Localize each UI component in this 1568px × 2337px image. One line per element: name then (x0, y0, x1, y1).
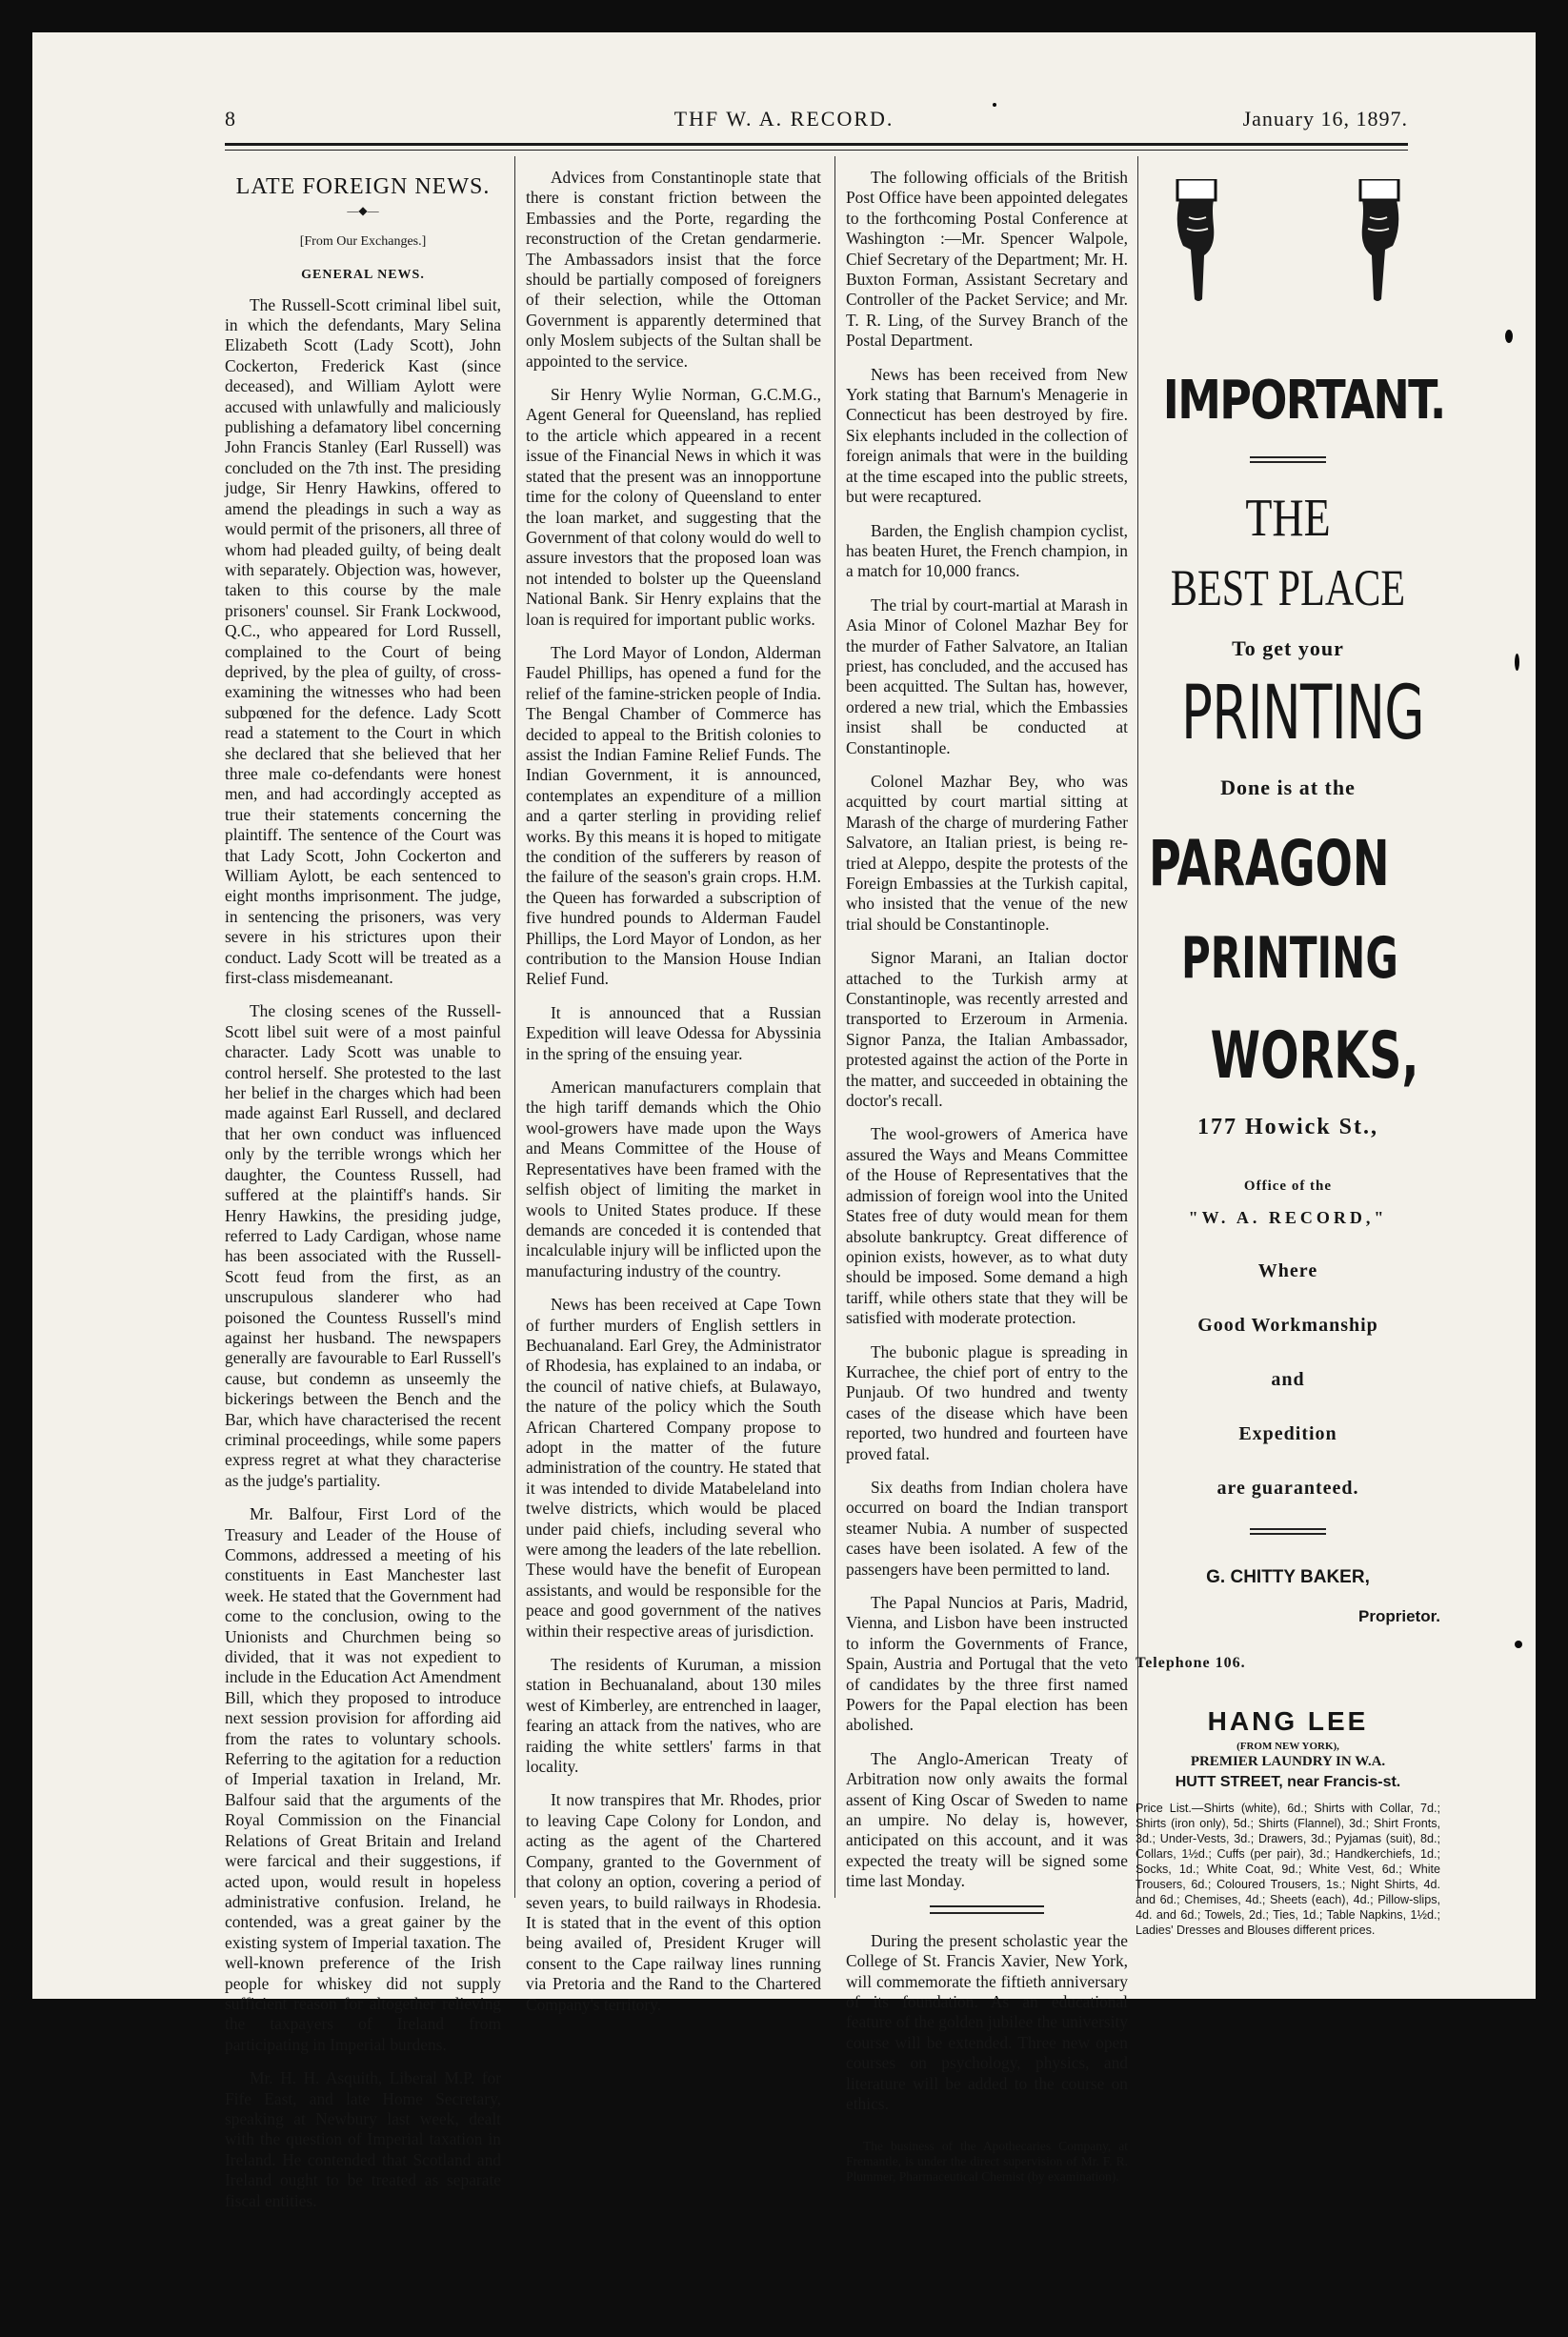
ad-rule (1250, 456, 1326, 463)
article-paragraph: The closing scenes of the Russell-Scott libel suit were of a most painful character. Lady Scott was unable to control herself. She protested to the last her belief in the charges which had been made against Earl Russell, and declared that her own conduct was influenced only by the terrible wrongs which her daughter, the Countess Russell, had suffered at the plaintiff's hands. Sir Henry Hawkins, the presiding judge, referred to Lady Cardigan, whose name has been associated with the Russell-Scott feud from the first, as an unscrupulous slanderer who had poisoned the Countess Russell's mind against her husband. The newspapers generally are favourable to Earl Russell's cause, but condemn as unseemly the bickerings between the Bench and the Bar, which have characterised the recent criminal proceedings, while some papers express regret at what they characterise as the judge's partiality. (225, 1001, 501, 1490)
ad-proprietor-name: G. CHITTY BAKER, (1206, 1567, 1370, 1587)
article-paragraph: Barden, the English champion cyclist, has beaten Huret, the French champion, in a match for 10,000 francs. (846, 520, 1128, 581)
article-paragraph: Colonel Mazhar Bey, who was acquitted by court martial sitting at Marash of the charge of murdering Father Salvatore, an Italian priest, is being re-tried at Aleppo, despite the protests of the Foreign Embassies at the Turkish capital, who insisted that the venue of the new trial should be Constantinople. (846, 771, 1128, 934)
article-paragraph: American manufacturers complain that the high tariff demands which the Ohio wool-growers have made upon the Ways and Means Committee of the House of Representatives have been framed with the selfish object of limiting the market in wools to United States produce. If these demands are conceded it is contended that incalculable injury will be inflicted upon the manufacturing industry of the country. (526, 1078, 821, 1280)
article-paragraph: News has been received from New York stating that Barnum's Menagerie in Connecticut has been destroyed by fire. Six elephants included in the collection of foreign animals that were in the building at the time escaped into the public streets, but were recaptured. (846, 364, 1128, 507)
ink-speck (993, 103, 996, 107)
apothecaries-notice: The business of the Apothecaries Company, at Fremantle, is under the direct supervision of Mr. F. R. Plummer, Pharmaceutical Chemist (by examination). (846, 2139, 1128, 2185)
section-heading: LATE FOREIGN NEWS. (235, 174, 491, 199)
pointing-hand-icon (1170, 179, 1223, 303)
ink-speck (1515, 1641, 1522, 1648)
article-paragraph: The bubonic plague is spreading in Kurrachee, the chief port of entry to the Punjaub. Of two hundred and twenty cases of the disease which have been reported, two hundred and fourteen have proved fatal. (846, 1341, 1128, 1463)
ad-guaranteed: are guaranteed. (1216, 1478, 1359, 1499)
header-rule-thin (225, 150, 1408, 151)
ad-where: Where (1257, 1260, 1318, 1281)
ad-office-of: Office of the (1243, 1179, 1333, 1194)
article-paragraph: Mr. Balfour, First Lord of the Treasury and Leader of the House of Commons, addressed a meeting of his constituents in East Manchester last week. He stated that the Government had come to the conclusion, owing to the Unionists and Churchmen being so divided, that it was not expedient to include in the Education Act Amendment Bill, which they proposed to introduce next session provision for affording aid from the rates to voluntary schools. Referring to the agitation for a reduction of Imperial taxation in Ireland, Mr. Balfour said that the arguments of the Royal Commission on the Financial Relations of Great Britain and Ireland were farcical and their suggestions, if acted upon, would result in hopeless administrative confusion. Ireland, he contended, was a great gainer by the existing system of Imperial taxation. The well-known preference of the Irish people for whiskey did not supply sufficient reason for altogether relieving the taxpayers of Ireland from participating in Imperial burdens. (225, 1504, 501, 2054)
ad-address: 177 Howick St., (1196, 1115, 1378, 1139)
article-paragraph: During the present scholastic year the College of St. Francis Xavier, New York, will commemorate the fiftieth anniversary of its foundation. As an educational feature of the golden jubilee the university course will be extended. Three new open courses on psychology, physics, and literature will be added to the course on ethics. (846, 1930, 1128, 2113)
ad-printing: PRINTING (1181, 671, 1424, 756)
article-paragraph: The Lord Mayor of London, Alderman Faudel Phillips, has opened a fund for the relief of the famine-stricken people of India. The Bengal Chamber of Commerce has decided to appeal to the British colonies to assist the Indian Famine Relief Funds. The Indian Government, it is announced, contemplates an expenditure of a million and a qarter sterling in providing relief works. By this means it is hoped to mitigate the condition of the sufferers by reason of the failure of the season's grain crops. H.M. the Queen has forwarded a subscription of five hundred pounds to Alderman Faudel Phillips, the Lord Mayor of London, as her contribution to the Mansion House Indian Relief Fund. (526, 642, 821, 989)
article-paragraph: Signor Marani, an Italian doctor attached to the Turkish army at Constantinople, was recently arrested and transported to Erzeroum in Armenia. Signor Panza, the Italian Ambassador, protested against the action of the Porte in the matter, and succeeded in obtaining the doctor's recall. (846, 948, 1128, 1111)
ink-speck (1505, 330, 1513, 343)
article-paragraph: Sir Henry Wylie Norman, G.C.M.G., Agent General for Queensland, has replied to the article which appeared in a recent issue of the Financial News in which it was stated that the present was an innopportune time for the colony of Queensland to enter the loan market, and suggesting that the Government of that colony would do well to assure investors that the proposed loan was not intended to bolster up the Queensland National Bank. Sir Henry explains that the loan is required for important public works. (526, 385, 821, 629)
article-paragraph: Six deaths from Indian cholera have occurred on board the Indian transport steamer Nubia. A number of suspected cases have been isolated. A few of the passengers have been permitted to land. (846, 1477, 1128, 1579)
article-paragraph: The following officials of the British Post Office have been appointed delegates to the forthcoming Postal Conference at Washington :—Mr. Spencer Walpole, Chief Secretary of the Department; Mr. H. Buxton Forman, Assistant Secretary and Controller of the Packet Service; and Mr. T. R. Ling, of the Survey Branch of the Postal Department. (846, 168, 1128, 351)
ornament-icon: —◆— (347, 204, 379, 218)
laundry-tagline: PREMIER LAUNDRY IN W.A. (1190, 1754, 1386, 1769)
section-divider (930, 1905, 1044, 1914)
printing-advertisement (1136, 168, 1445, 1938)
header-rule (225, 143, 1408, 146)
ad-done-at: Done is at the (1220, 776, 1356, 799)
pointing-hand-icon (1353, 179, 1406, 303)
article-paragraph: The Papal Nuncios at Paris, Madrid, Vienna, and Lisbon have been instructed to inform the Governments of France, Spain, Austria and Portugal that the veto of candidates by the three first named Powers for the Papal election has been abolished. (846, 1593, 1128, 1735)
article-paragraph: Advices from Constantinople state that there is constant friction between the Embassies and the Porte, regarding the reconstruction of the Cretan gendarmerie. The Ambassadors insist that the force should be partially composed of foreigners of their selection, while the Ottoman Government is apparently determined that only Moslem subjects of the Sultan shall be appointed to the service. (526, 168, 821, 371)
ad-the: THE (1245, 489, 1331, 548)
issue-date: January 16, 1897. (1242, 107, 1408, 131)
article-paragraph: Mr. H. H. Asquith, Liberal M.P. for Fife East, and late Home Secretary, speaking at Newbury last week, dealt with the question of Imperial taxation in Ireland. He contended that Scotland and Ireland ought to be treated as separate fiscal entities. (225, 2068, 501, 2210)
article-paragraph: It is announced that a Russian Expedition will leave Odessa for Abyssinia in the spring of the ensuing year. (526, 1002, 821, 1063)
ad-rule (1250, 1528, 1326, 1535)
laundry-price-list: Price List.—Shirts (white), 6d.; Shirts with Collar, 7d.; Shirts (iron only), 5d.; Shirts (Flannel), 3d.; Shirt Fronts, 3d.; Under-Vests, 3d.; Drawers, 3d.; Pyjamas (suit), 8d.; Collars, 1½d.; Cuffs (per pair), 3d.; Handkerchiefs, 1d.; Socks, 1d.; White Coat, 9d.; White Vest, 6d.; White Trousers, 6d.; Coloured Trousers, 1s.; Night Shirts, 4d. and 6d.; Chemises, 4d.; Sheets (each), 4d.; Pillow-slips, 4d. and 6d.; Towels, 2d.; Ties, 1d.; Table Napkins, 1½d.; Ladies' Dresses and Blouses different prices. (1136, 1802, 1440, 1937)
ad-proprietor: Proprietor. (1358, 1607, 1440, 1625)
pointing-hands (1136, 168, 1440, 312)
page-number: 8 (225, 107, 235, 131)
article-paragraph: The Russell-Scott criminal libel suit, in which the defendants, Mary Selina Elizabeth Scott (Lady Scott), John Cockerton, Frederick Kast (since deceased), and William Aylott were accused with unlawfully and maliciously publishing a defamatory libel concerning John Francis Stanley (Earl Russell) was concluded on the 7th inst. The presiding judge, Sir Henry Hawkins, offered to amend the pleadings in such a way as would permit of the prisoners, all three of whom had pleaded guilty, of being dealt with separately. Objection was, however, taken to this course by the male prisoners' counsel. Sir Frank Lockwood, Q.C., who appeared for Lord Russell, complained to the Court of being deprived, by the plea of guilty, of cross-examining the witnesses who had been subpœned for the defence. Lady Scott read a statement to the Court in which she declared that she believed that her three male co-defendants were honest men, and had accordingly accepted as true their statements concerning the plaintiff. The sentence of the Court was that Lady Scott, John Cockerton and William Aylott, be each sentenced to eight months imprisonment. The judge, in sentencing the prisoners, was very severe in his strictures upon their conduct. Lady Scott will be treated as a first-class misdemeanant. (225, 294, 501, 988)
article-paragraph: The Anglo-American Treaty of Arbitration now only awaits the formal assent of King Oscar of Sweden to name an umpire. No delay is, however, anticipated on this account, and it was expected the treaty will be signed some time last Monday. (846, 1748, 1128, 1891)
ad-paragon: PARAGON (1149, 827, 1390, 900)
column-2 (526, 168, 821, 2028)
ad-expedition: Expedition (1238, 1423, 1337, 1444)
page-header (0, 107, 1568, 145)
article-paragraph: News has been received at Cape Town of further murders of English settlers in Bechuanaland. Earl Grey, the Administrator of Rhodesia, has explained to an indaba, or the council of native chiefs, at Bulawayo, the nature of the policy which the South African Chartered Company propose to adopt in the matter of the future administration of the country. He stated that it was intended to divide Matabeleland into twelve districts, which would be placed under paid chiefs, including several who were among the leaders of the late rebellion. These would have the benefit of European assistants, and would be responsible for the peace and good government of the natives within their respective areas of jurisdiction. (526, 1295, 821, 1641)
laundry-origin: (FROM NEW YORK), (1236, 1741, 1339, 1752)
ad-to-get: To get your (1232, 636, 1344, 660)
column-divider (514, 156, 515, 1898)
article-paragraph: The trial by court-martial at Marash in Asia Minor of Colonel Mazhar Bey for the murder of Father Salvatore, an Italian priest, has concluded, and the accused has been acquitted. The Sultan has, however, ordered a new trial, which the Embassies insist shall be conducted at Constantinople. (846, 594, 1128, 757)
source-note: [From Our Exchanges.] (299, 233, 427, 249)
ad-good-workmanship: Good Workmanship (1197, 1315, 1378, 1336)
ad-important: IMPORTANT. (1162, 370, 1445, 432)
ad-best-place: BEST PLACE (1170, 559, 1406, 616)
ad-telephone: Telephone 106. (1136, 1655, 1246, 1671)
ad-and: and (1271, 1369, 1305, 1390)
ad-printing-2: PRINTING (1181, 925, 1398, 992)
laundry-name: HANG LEE (1207, 1706, 1369, 1736)
masthead-title: THF W. A. RECORD. (673, 107, 895, 131)
column-3 (846, 168, 1128, 2198)
column-1 (225, 168, 501, 2225)
ad-record: "W. A. RECORD," (1188, 1208, 1388, 1227)
article-paragraph: The residents of Kuruman, a mission station in Bechuanaland, about 130 miles west of Kimberley, are entrenched in laager, fearing an attack from the natives, who are raiding the white settlers' farms in that locality. (526, 1655, 821, 1777)
ad-works: WORKS, (1210, 1018, 1419, 1094)
subheading: GENERAL NEWS. (301, 268, 425, 283)
laundry-address: HUTT STREET, near Francis-st. (1175, 1774, 1401, 1790)
article-paragraph: It now transpires that Mr. Rhodes, prior to leaving Cape Colony for London, and acting as the agent of the Chartered Company, granted to the Government of that colony an option, covering a period of seven years, to build railways in Rhodesia. It is stated that in the event of this option being availed of, President Kruger will consent to the Cape railway lines running via Pretoria and the Rand to the Chartered Company's territory. (526, 1790, 821, 2014)
column-divider (834, 156, 835, 1898)
ink-speck (1515, 654, 1519, 671)
article-paragraph: The wool-growers of America have assured the Ways and Means Committee of the House of Representatives that the admission of foreign wool into the United States free of duty would mean for them absolute bankruptcy. Great difference of opinion exists, however, as to what duty should be imposed. Some demand a high tariff, while others state that they will be satisfied with moderate protection. (846, 1124, 1128, 1328)
